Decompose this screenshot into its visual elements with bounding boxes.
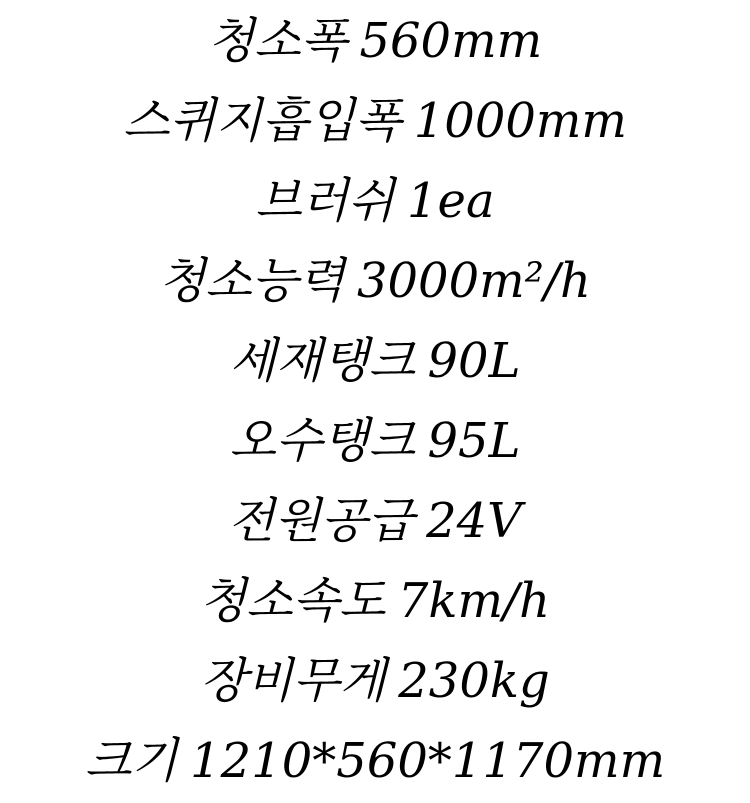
spec-label: 청소폭	[207, 13, 347, 69]
spec-row-squeegee-suction-width	[0, 81, 750, 161]
spec-value: 1ea	[407, 173, 495, 229]
spec-value: 3000m²/h	[356, 253, 591, 309]
spec-value: 95L	[427, 413, 521, 469]
spec-row-cleaning-capacity	[0, 241, 750, 321]
spec-value: 560mm	[359, 13, 543, 69]
spec-label: 크기	[84, 733, 178, 789]
spec-label: 브러쉬	[255, 173, 395, 229]
spec-row-cleaning-width	[0, 1, 750, 81]
spec-row-brush	[0, 161, 750, 241]
spec-label: 오수탱크	[229, 413, 416, 469]
spec-row-cleaning-speed	[0, 561, 750, 641]
spec-value: 230kg	[398, 653, 550, 709]
spec-label: 장비무게	[200, 653, 386, 709]
spec-label: 청소속도	[199, 573, 386, 629]
spec-label: 청소능력	[159, 253, 345, 309]
spec-value: 24V	[426, 493, 522, 549]
spec-row-wastewater-tank	[0, 401, 750, 481]
spec-value: 1000mm	[413, 93, 627, 149]
spec-row-power-supply	[0, 481, 750, 561]
spec-value: 90L	[427, 333, 521, 389]
spec-label: 스퀴지흡입폭	[123, 93, 402, 149]
spec-label: 세재탱크	[229, 333, 416, 389]
spec-value: 1210*560*1170mm	[190, 733, 666, 789]
spec-label: 전원공급	[228, 493, 414, 549]
spec-row-equipment-weight	[0, 641, 750, 721]
spec-value: 7km/h	[397, 573, 551, 629]
spec-row-size	[0, 721, 750, 801]
spec-row-detergent-tank	[0, 321, 750, 401]
